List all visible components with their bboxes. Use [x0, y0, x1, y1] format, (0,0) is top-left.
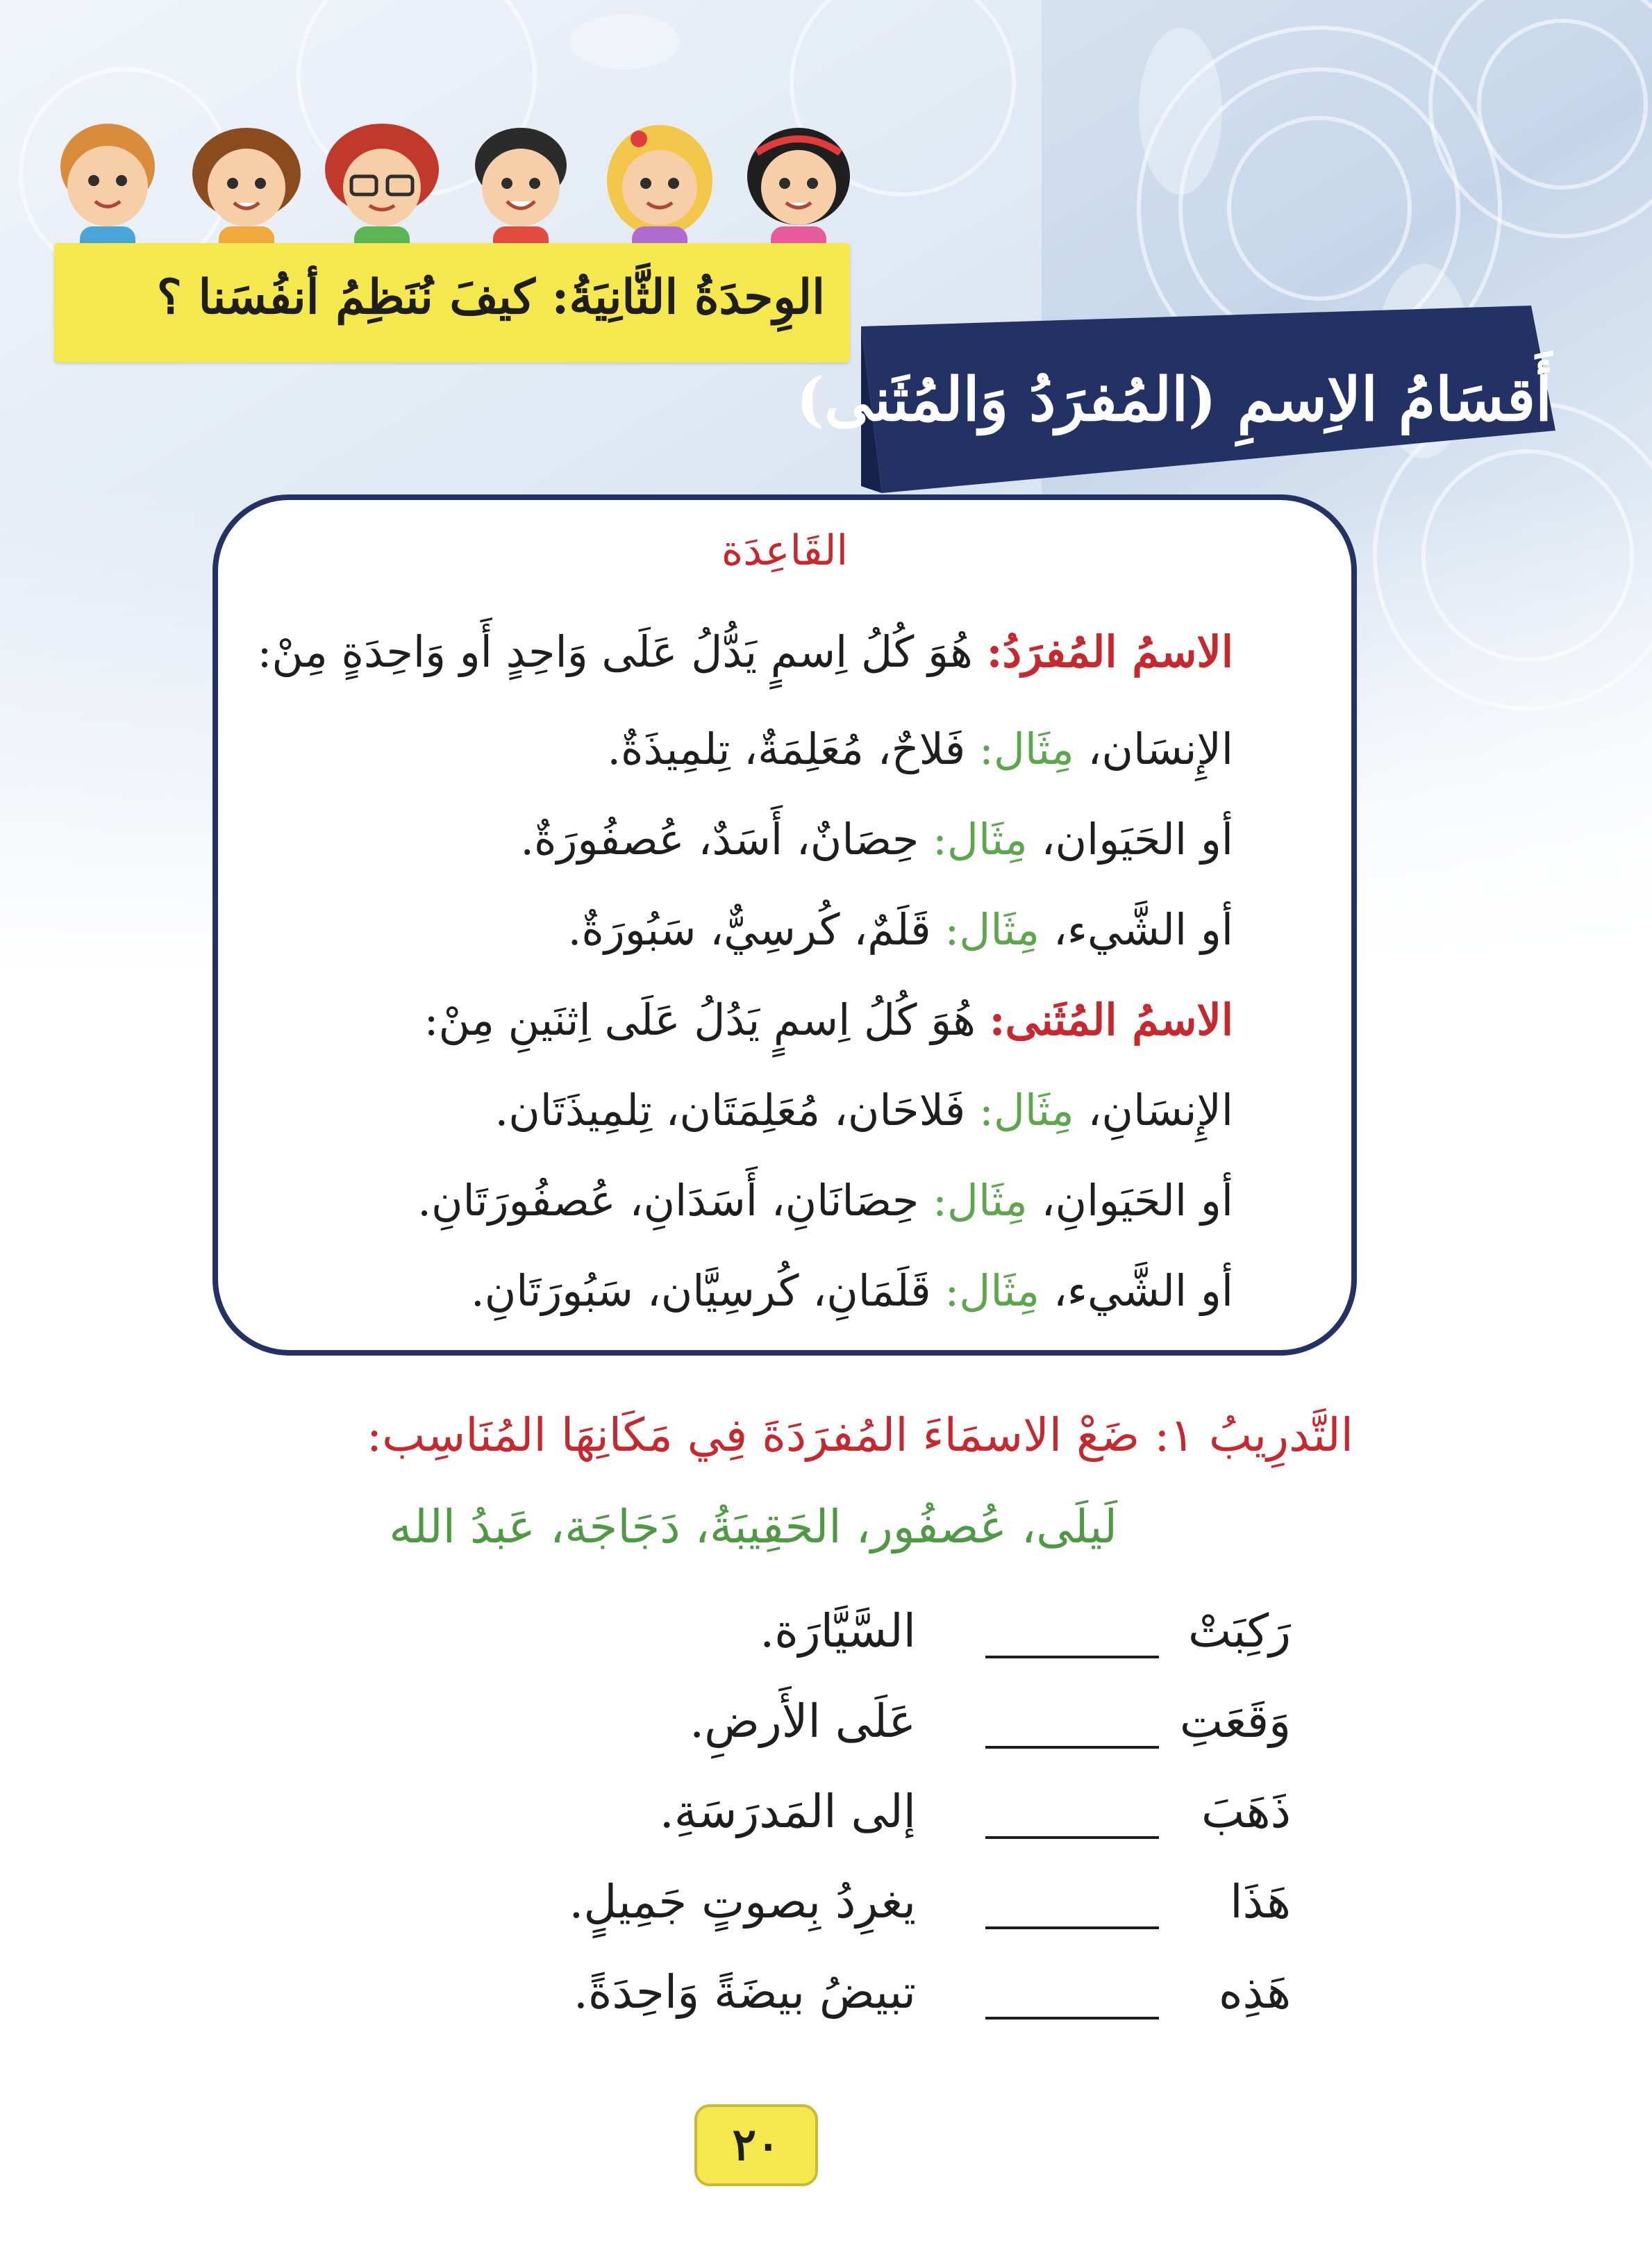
sentence-start: رَكِبَتْ [1187, 1604, 1291, 1658]
answer-blank[interactable] [985, 1656, 1159, 1658]
answer-blank[interactable] [985, 1926, 1159, 1929]
example-label: مِثَال: [933, 1175, 1028, 1226]
example-items: حِصَانٌ، أَسَدٌ، عُصفُورَةٌ. [520, 814, 933, 865]
word-bank: لَيلَى، عُصفُور، الحَقِيبَةُ، دَجَاجَة، عَبدُ الله [389, 1500, 1117, 1554]
page-number: ٢٠ [694, 2104, 818, 2186]
example-line [607, 724, 1233, 774]
example-line [568, 904, 1233, 955]
example-category: أو الشَّيء، [1040, 904, 1233, 955]
rule-box [212, 494, 1357, 1356]
example-category: الإِنسَانِ، [1074, 1085, 1233, 1135]
unit-title: الوِحدَةُ الثَّانِيَةُ: كيفَ نُنَظِمُ أنفُسَنا ؟ [156, 269, 825, 325]
example-category: الإِنسَان، [1074, 724, 1233, 774]
exercise-title: التَّدرِيبُ ١: ضَعْ الاسمَاءَ المُفرَدَةَ فِي مَكَانِهَا المُنَاسِب: [366, 1408, 1353, 1462]
dual-term: الاسمُ المُثَنى: [989, 994, 1233, 1045]
example-items: قَلَمَانِ، كُرسِيَّان، سَبُورَتَانِ. [470, 1265, 945, 1316]
example-category: أو الحَيَوان، [1027, 814, 1233, 865]
sentence-start: هَذَا [1230, 1875, 1291, 1929]
example-label: مِثَال: [978, 724, 1074, 774]
dual-definition [424, 994, 1233, 1045]
sentence-end: عَلَى الأَرضِ. [690, 1695, 916, 1748]
example-items: حِصَانَانِ، أَسَدَانِ، عُصفُورَتَانِ. [417, 1175, 933, 1226]
answer-blank[interactable] [985, 2017, 1159, 2020]
sentence-start: هَذِه [1218, 1965, 1291, 2019]
sentence-end: السَّيَّارَة. [760, 1604, 916, 1658]
answer-blank[interactable] [985, 1836, 1159, 1839]
singular-term: الاسمُ المُفرَدُ: [986, 626, 1233, 677]
example-category: أو الحَيَوانِ، [1027, 1175, 1233, 1226]
sentence-end: يغرِدُ بِصوتٍ جَمِيلٍ. [569, 1875, 916, 1929]
rule-title: القَاعِدَة [721, 526, 849, 575]
example-label: مِثَال: [978, 1085, 1074, 1135]
sentence-end: تبيضُ بيضَةً وَاحِدَةً. [573, 1965, 916, 2019]
example-line [495, 1085, 1233, 1135]
example-label: مِثَال: [933, 814, 1028, 865]
answer-blank[interactable] [985, 1746, 1159, 1749]
example-items: فَلاحَان، مُعَلِمَتَان، تِلمِيذَتَان. [494, 1085, 979, 1135]
sentence-end: إلى المَدرَسَةِ. [659, 1785, 916, 1838]
example-items: قَلَمٌ، كُرسِيٌّ، سَبُورَةٌ. [567, 904, 945, 955]
sentence-start: ذَهَبَ [1201, 1785, 1291, 1838]
sentence-start: وَقَعَتِ [1179, 1695, 1291, 1748]
example-category: أو الشَّيء، [1040, 1265, 1233, 1316]
example-line [417, 1175, 1233, 1226]
dual-definition-text: هُوَ كُلُ اِسمٍ يَدُلُ عَلَى اِثنَينِ مِنْ: [424, 994, 990, 1045]
example-line [471, 1265, 1233, 1316]
example-label: مِثَال: [944, 904, 1040, 955]
example-items: فَلاحٌ، مُعَلِمَةٌ، تِلمِيذَةٌ. [607, 724, 979, 774]
singular-definition-text: هُوَ كُلُ اِسمٍ يَدُّلُ عَلَى وَاحِدٍ أَو وَاحِدَةٍ مِنْ: [257, 626, 987, 677]
example-label: مِثَال: [944, 1265, 1040, 1316]
lesson-title: أَقسَامُ الاِسمِ (المُفرَدُ وَالمُثَنى) [796, 365, 1552, 435]
singular-definition [258, 626, 1234, 677]
example-line [520, 814, 1233, 865]
